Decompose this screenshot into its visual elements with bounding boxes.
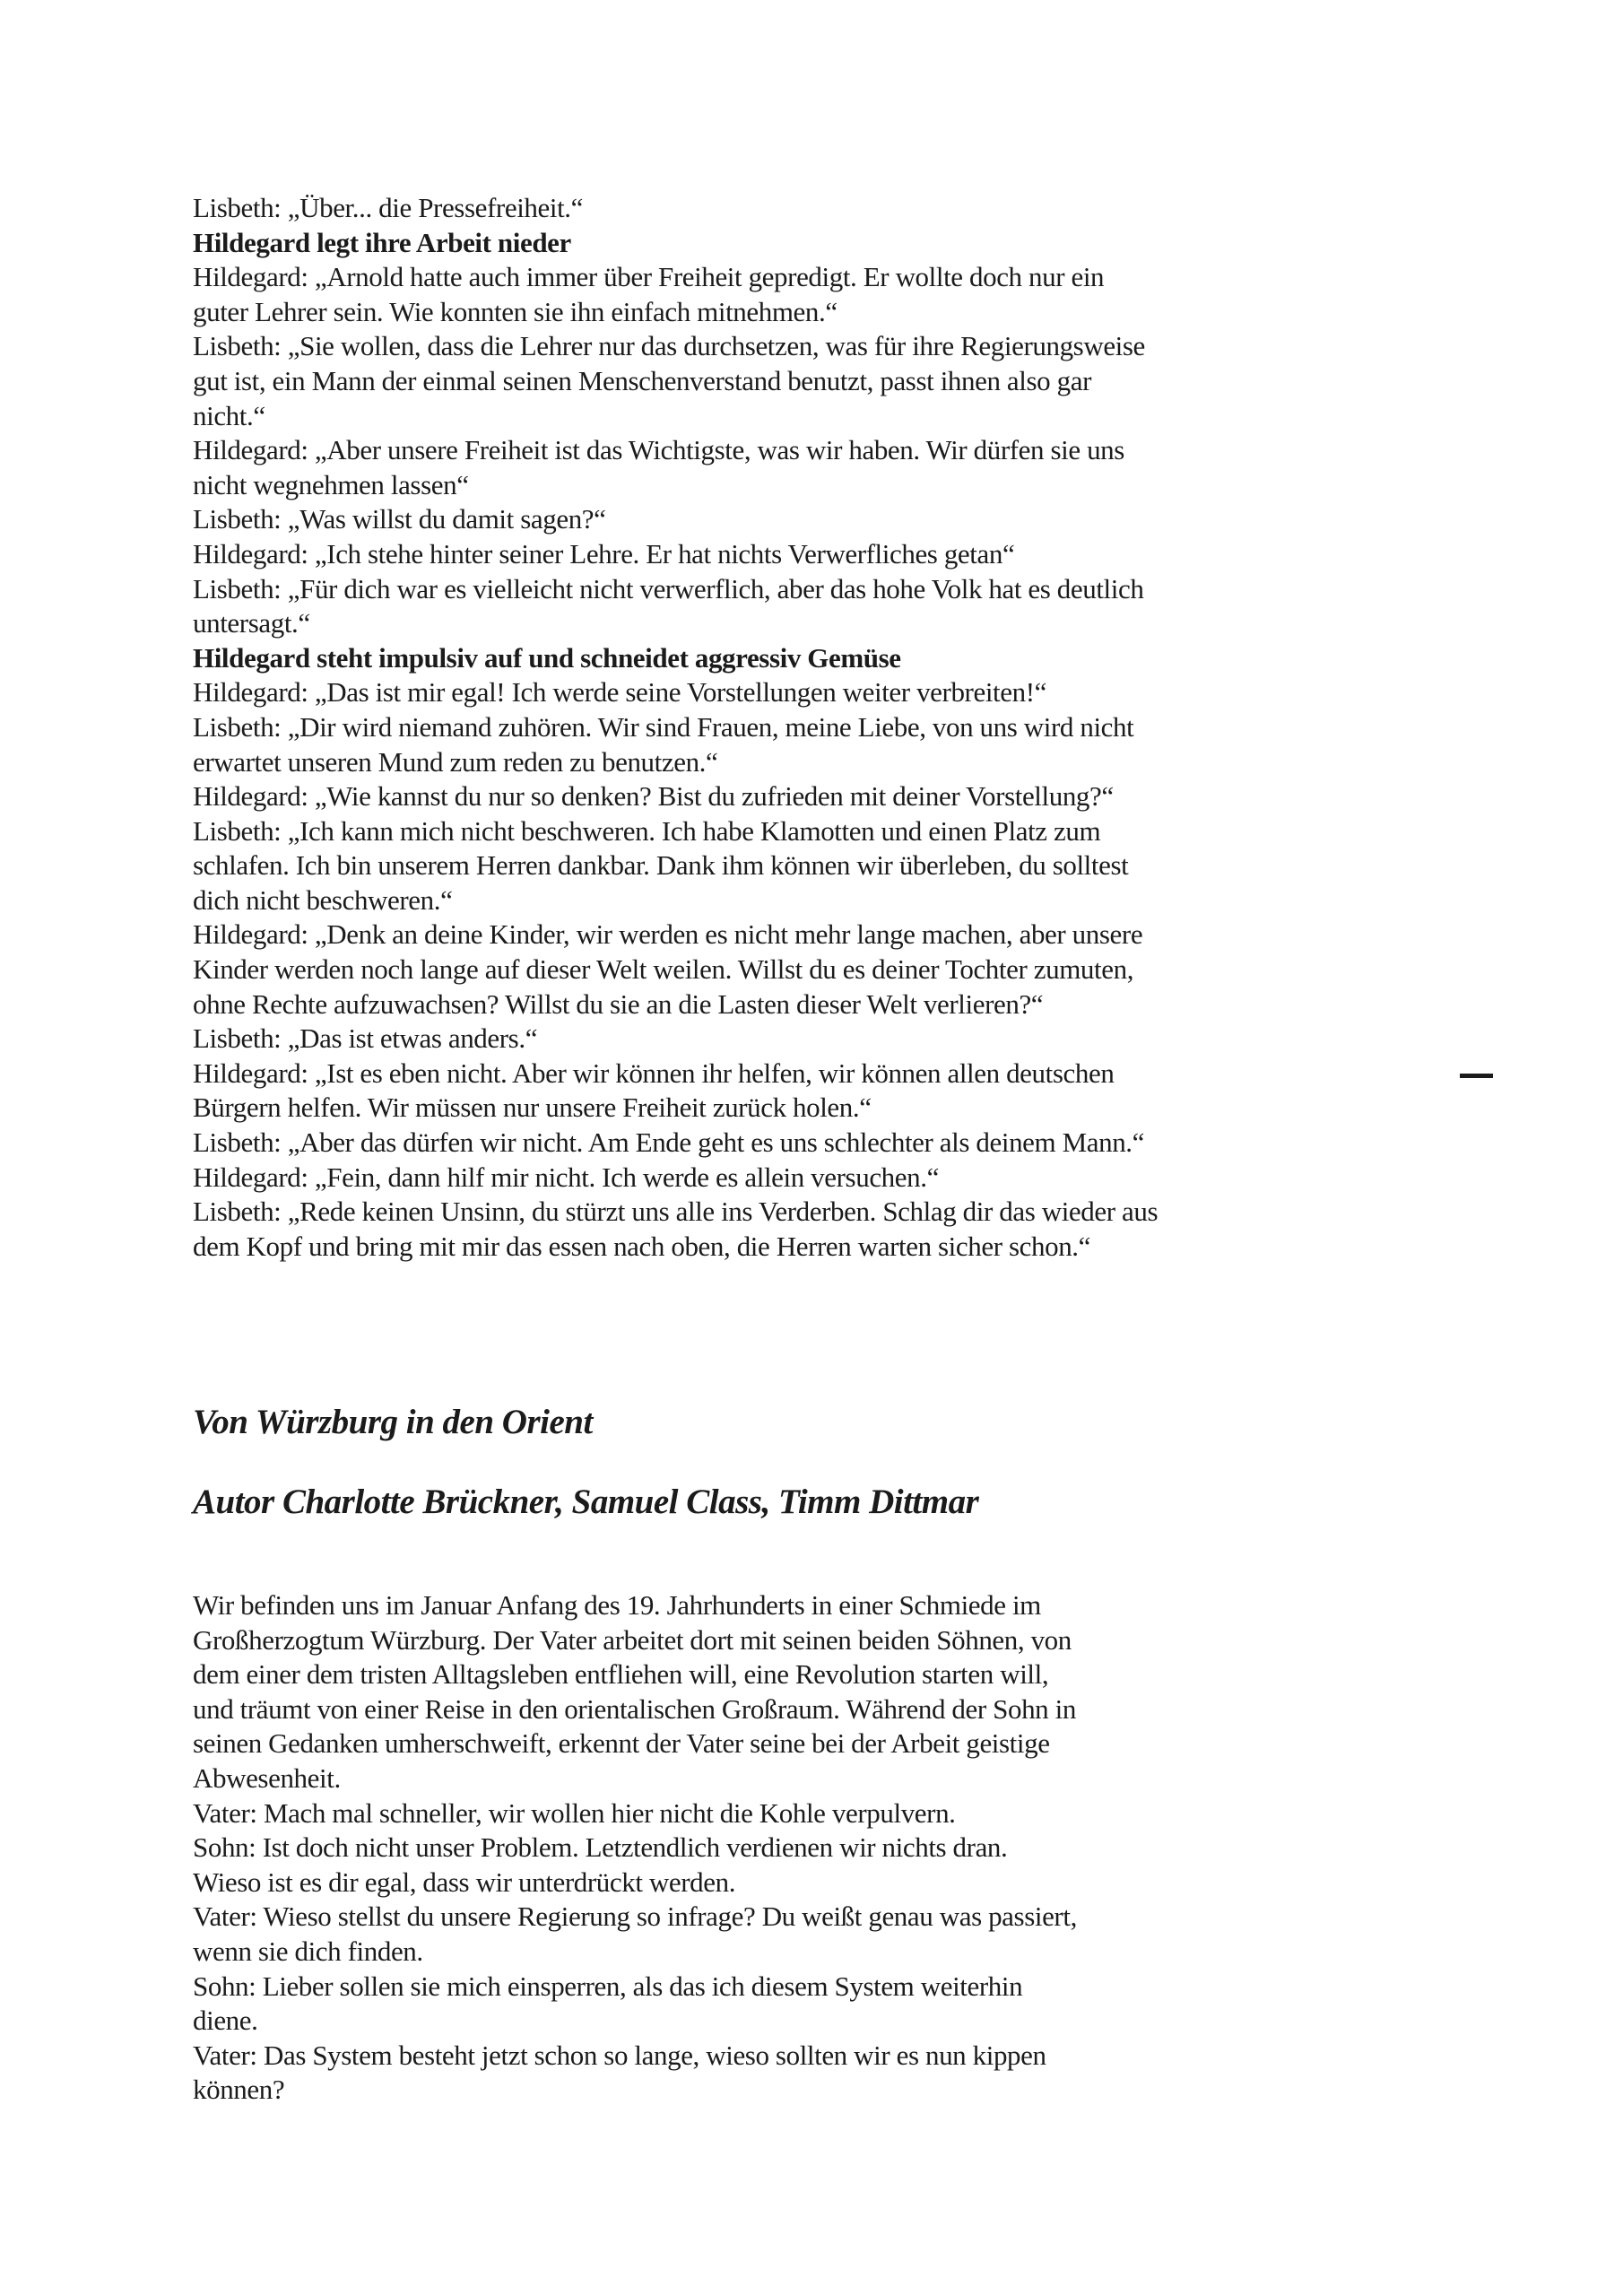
dialogue-line: Hildegard: „Wie kannst du nur so denken? Bist du zufrieden mit deiner Vorstellung?“ [193,780,1114,813]
dialogue-line: Sohn: Ist doch nicht unser Problem. Letztendlich verdienen wir nichts dran. [193,1831,1008,1864]
dialogue-line: nicht.“ [193,399,265,431]
dialogue-line: Hildegard: „Denk an deine Kinder, wir werden es nicht mehr lange machen, aber unsere [193,918,1143,951]
dialogue-line: Sohn: Lieber sollen sie mich einsperren, als das ich diesem System weiterhin [193,1970,1023,2002]
narration-line: dem einer dem tristen Alltagsleben entfliehen will, eine Revolution starten will, [193,1658,1049,1691]
dialogue-line: Lisbeth: „Aber das dürfen wir nicht. Am Ende geht es uns schlechter als deinem Mann.“ [193,1126,1145,1159]
narration-line: Wir befinden uns im Januar Anfang des 19. Jahrhunderts in einer Schmiede im [193,1589,1041,1621]
dialogue-line: ohne Rechte aufzuwachsen? Willst du sie an die Lasten dieser Welt verlieren?“ [193,987,1044,1020]
dialogue-line: gut ist, ein Mann der einmal seinen Menschenverstand benutzt, passt ihnen also gar [193,364,1091,396]
dialogue-line: Hildegard: „Das ist mir egal! Ich werde seine Vorstellungen weiter verbreiten!“ [193,676,1046,709]
narration-line: seinen Gedanken umherschweift, erkennt der Vater seine bei der Arbeit geistige [193,1727,1050,1760]
dialogue-line: Lisbeth: „Über... die Pressefreiheit.“ [193,192,584,223]
dialogue-line: dem Kopf und bring mit mir das essen nach oben, die Herren warten sicher schon.“ [193,1230,1091,1262]
dialogue-line: Lisbeth: „Für dich war es vielleicht nicht verwerflich, aber das hohe Volk hat es deutlich [193,572,1144,604]
dialogue-line: Bürgern helfen. Wir müssen nur unsere Freiheit zurück holen.“ [193,1091,872,1124]
author-heading: Autor Charlotte Brückner, Samuel Class, Timm Dittmar [193,1483,979,1521]
narration-line: und träumt von einer Reise in den orientalischen Großraum. Während der Sohn in [193,1692,1076,1725]
narration-line: Abwesenheit. [193,1761,341,1794]
dialogue-line: Hildegard: „Ich stehe hinter seiner Lehre. Er hat nichts Verwerfliches getan“ [193,537,1015,570]
dialogue-line: Lisbeth: „Was willst du damit sagen?“ [193,503,606,535]
dialogue-line: nicht wegnehmen lassen“ [193,468,469,500]
margin-dash-marker [1460,1074,1493,1078]
dialogue-line: Vater: Wieso stellst du unsere Regierung so infrage? Du weißt genau was passiert, [193,1900,1077,1933]
dialogue-line: dich nicht beschweren.“ [193,883,453,916]
dialogue-line: Hildegard: „Arnold hatte auch immer über Freiheit gepredigt. Er wollte doch nur ein [193,261,1105,293]
dialogue-line: Lisbeth: „Ich kann mich nicht beschweren. Ich habe Klamotten und einen Platz zum [193,814,1101,847]
dialogue-line: Hildegard: „Fein, dann hilf mir nicht. Ich werde es allein versuchen.“ [193,1161,939,1193]
dialogue-scene-1 [193,191,1158,1264]
dialogue-line: Hildegard: „Aber unsere Freiheit ist das Wichtigste, was wir haben. Wir dürfen sie uns [193,434,1124,466]
dialogue-line: Hildegard: „Ist es eben nicht. Aber wir können ihr helfen, wir können allen deutschen [193,1057,1115,1089]
dialogue-line: Kinder werden noch lange auf dieser Welt weilen. Willst du es deiner Tochter zumuten, [193,953,1134,986]
section-title: Von Würzburg in den Orient [193,1403,593,1441]
dialogue-scene-2 [193,1588,1077,2108]
stage-direction-line: Hildegard legt ihre Arbeit nieder [193,226,571,258]
stage-direction-line: Hildegard steht impulsiv auf und schneidet aggressiv Gemüse [193,641,901,674]
dialogue-line: Wieso ist es dir egal, dass wir unterdrückt werden. [193,1866,736,1898]
dialogue-line: diene. [193,2005,258,2037]
dialogue-line: können? [193,2074,285,2106]
dialogue-line: Vater: Mach mal schneller, wir wollen hier nicht die Kohle verpulvern. [193,1796,956,1829]
dialogue-line: wenn sie dich finden. [193,1935,423,1967]
dialogue-line: Lisbeth: „Rede keinen Unsinn, du stürzt uns alle ins Verderben. Schlag dir das wieder aus [193,1196,1159,1228]
dialogue-line: Lisbeth: „Das ist etwas anders.“ [193,1022,538,1055]
dialogue-line: guter Lehrer sein. Wie konnten sie ihn einfach mitnehmen.“ [193,295,838,327]
narration-line: Großherzogtum Würzburg. Der Vater arbeitet dort mit seinen beiden Söhnen, von [193,1623,1072,1656]
dialogue-line: Vater: Das System besteht jetzt schon so lange, wieso sollten wir es nun kippen [193,2039,1046,2071]
dialogue-line: schlafen. Ich bin unserem Herren dankbar. Dank ihm können wir überleben, du solltest [193,849,1129,882]
dialogue-line: Lisbeth: „Dir wird niemand zuhören. Wir sind Frauen, meine Liebe, von uns wird nicht [193,710,1134,743]
dialogue-line: erwartet unseren Mund zum reden zu benutzen.“ [193,745,718,778]
dialogue-line: Lisbeth: „Sie wollen, dass die Lehrer nur das durchsetzen, was für ihre Regierungsweise [193,330,1145,362]
dialogue-line: untersagt.“ [193,607,310,639]
